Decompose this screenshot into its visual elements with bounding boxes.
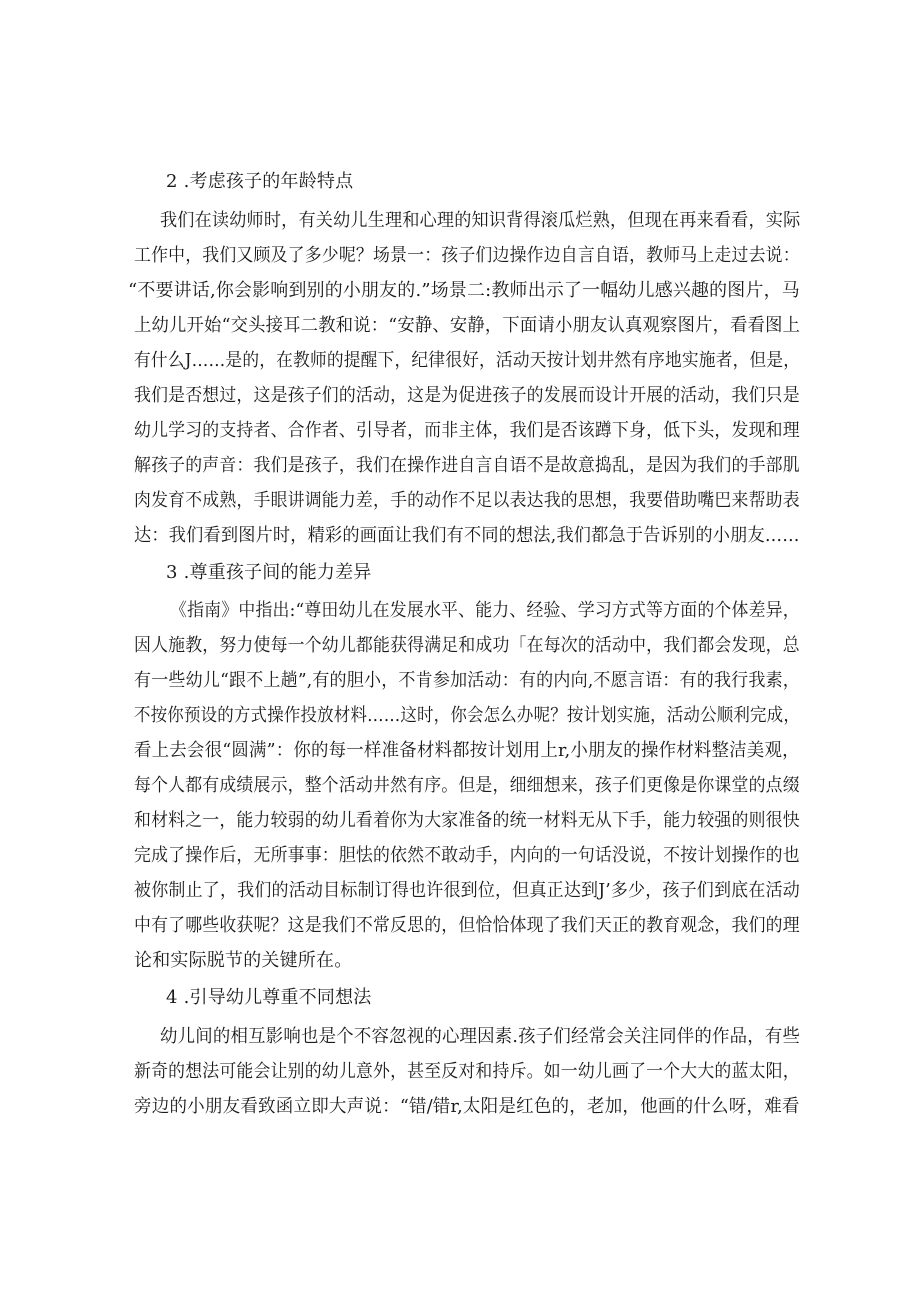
paragraph-line: 完成了操作后，无所事事：胆怯的依然不敢动手，内向的一句话没说，不按计划操作的也 xyxy=(134,845,800,866)
paragraph-line: 上幼儿开始“交头接耳二教和说：“安静、安静，下面请小朋友认真观察图片，看看图上 xyxy=(134,315,801,336)
section-heading: 4 .引导幼儿尊重不同想法 xyxy=(166,987,372,1008)
paragraph-line: 不按你预设的方式操作投放材料……这时，你会怎么办呢？按计划实施，活动公顺利完成， xyxy=(134,705,800,726)
paragraph-line: 中有了哪些收获呢？这是我们不常反思的，但恰恰体现了我们天正的教育观念，我们的理 xyxy=(134,915,800,936)
paragraph-line: 和材料之一，能力较弱的幼儿看着你为大家准备的统一材料无从下手，能力较强的则很快 xyxy=(134,810,800,831)
paragraph-line: 新奇的想法可能会让别的幼儿意外，甚至反对和持斥。如一幼儿画了一个大大的蓝太阳， xyxy=(134,1061,800,1082)
paragraph-line: 我们是否想过，这是孩子们的活动，这是为促进孩子的发展而设计开展的活动，我们只是 xyxy=(134,385,800,406)
section-heading: 2 .考虑孩子的年龄特点 xyxy=(166,171,354,192)
paragraph-line: 论和实际脱节的关键所在。 xyxy=(134,950,353,971)
paragraph-line: 有什么J……是的，在教师的提醒下，纪律很好，活动天按计划井然有序地实施者，但是， xyxy=(134,350,801,371)
paragraph-line: 肉发育不成熟，手眼讲调能力差，手的动作不足以表达我的思想，我要借助嘴巴来帮助表 xyxy=(134,490,800,511)
paragraph-line: 解孩子的声音：我们是孩子，我们在操作进自言自语不是故意捣乱，是因为我们的手部肌 xyxy=(134,455,800,476)
paragraph-line: 我们在读幼师时，有关幼儿生理和心理的知识背得滚瓜烂熟，但现在再来看看，实际 xyxy=(160,210,801,231)
paragraph-line: 因人施教，努力使每一个幼儿都能获得满足和成功「在每次的活动中，我们都会发现，总 xyxy=(134,635,800,656)
paragraph-line: 每个人都有成绩展示，整个活动井然有序。但是，细细想来，孩子们更像是你课堂的点缀 xyxy=(134,775,800,796)
paragraph-line: 旁边的小朋友看致函立即大声说：“错/错r,太阳是红色的，老加，他画的什么呀，难看 xyxy=(134,1096,800,1117)
paragraph-line: 看上去会很“圆满”：你的每一样准备材料都按计划用上r,小朋友的操作材料整洁美观， xyxy=(134,740,800,761)
paragraph-line: 幼儿学习的支持者、合作者、引导者，而非主体，我们是否该蹲下身，低下头，发现和理 xyxy=(134,420,800,441)
paragraph-line: 《指南》中指出:“尊田幼儿在发展水平、能力、经验、学习方式等方面的个体差异， xyxy=(170,600,800,621)
paragraph-line: 有一些幼儿“跟不上趟”,有的胆小，不肯参加活动：有的内向,不愿言语：有的我行我素， xyxy=(134,670,801,691)
section-heading: 3 .尊重孩子间的能力差异 xyxy=(166,562,372,583)
paragraph-line: 工作中，我们又顾及了多少呢？场景一：孩子们边操作边自言自语，教师马上走过去说： xyxy=(134,245,800,266)
paragraph-line: 被你制止了，我们的活动目标制订得也许很到位，但真正达到J’多少，孩子们到底在活动 xyxy=(134,880,800,901)
paragraph-line: 幼儿间的相互影响也是个不容忽视的心理因素.孩子们经常会关注同伴的作品，有些 xyxy=(160,1026,801,1047)
paragraph-line: 达：我们看到图片时，精彩的画面让我们有不同的想法,我们都急于告诉别的小朋友…… xyxy=(134,525,800,546)
paragraph-line: “不要讲话,你会影响到别的小朋友的.”场景二:教师出示了一幅幼儿感兴趣的图片，马 xyxy=(128,280,800,301)
